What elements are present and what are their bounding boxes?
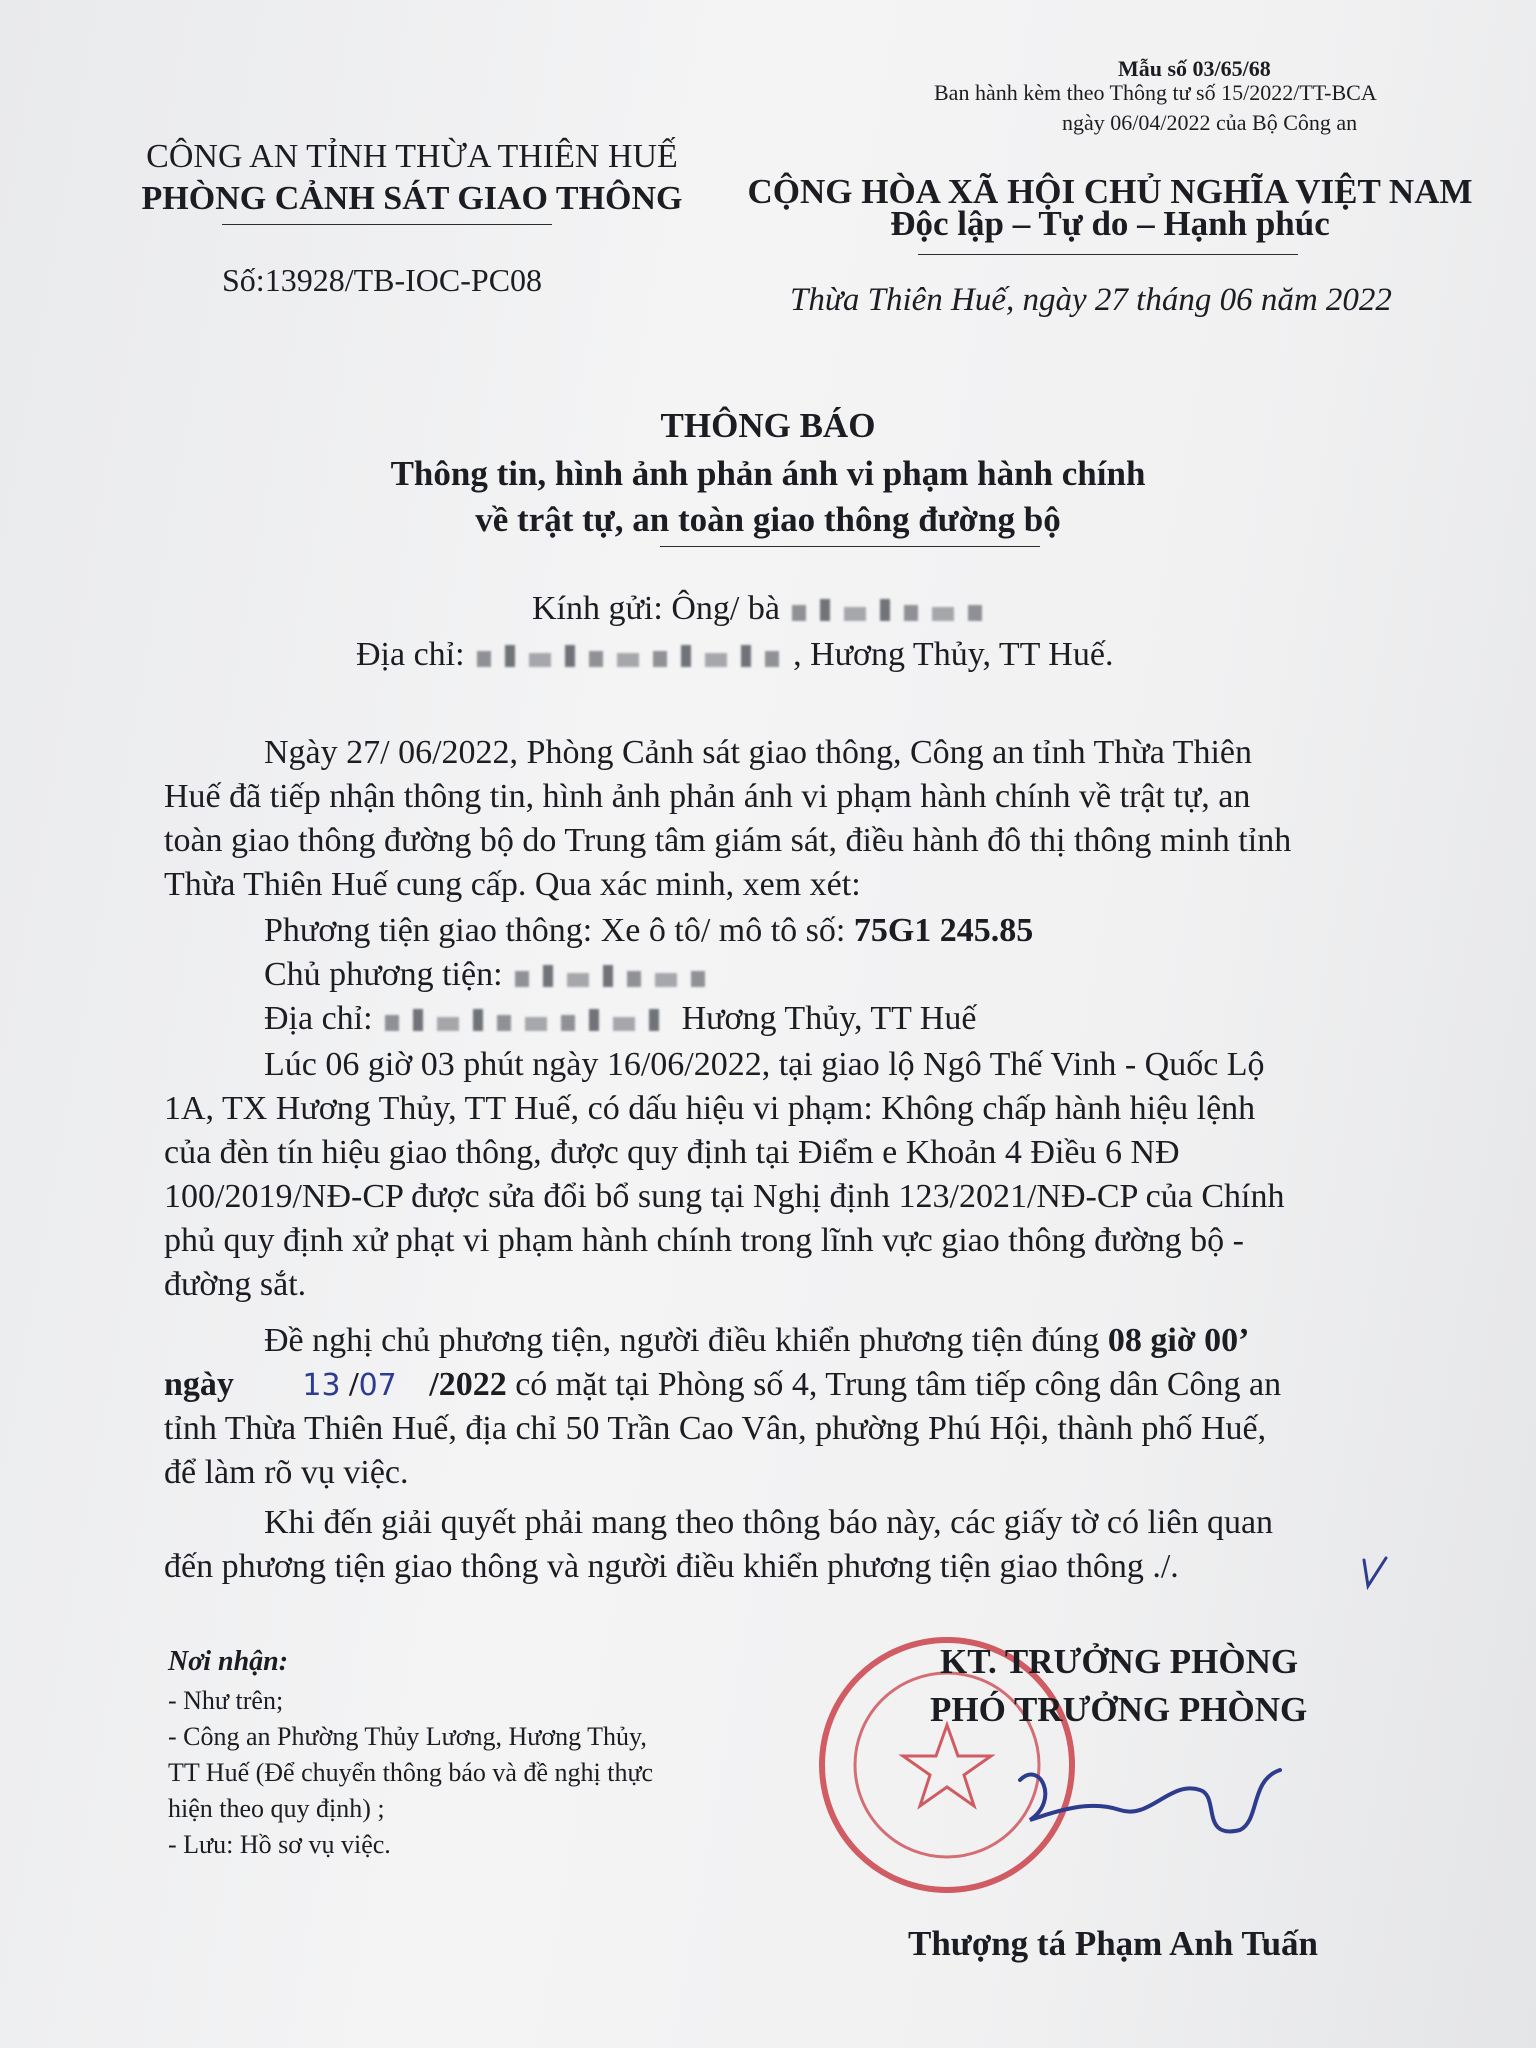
recipient-label: Kính gửi: Ông/ bà [532,590,780,627]
paragraph-3-line-3: tỉnh Thừa Thiên Huế, địa chỉ 50 Trần Cao Vân, phường Phú Hội, thành phố Huế, [164,1410,1267,1447]
document-subtitle-line-1: Thông tin, hình ảnh phản ánh vi phạm hành chính [390,454,1146,493]
recipient-address-label: Địa chỉ: [356,636,465,673]
recipients-line-2: - Công an Phường Thủy Lương, Hương Thủy, [168,1722,647,1751]
recipients-line-5: - Lưu: Hồ sơ vụ việc. [168,1830,391,1859]
signer-name: Thượng tá Phạm Anh Tuấn [908,1924,1319,1963]
owner-address-line [264,1000,976,1040]
vehicle-plate: 75G1 245.85 [853,912,1034,949]
paragraph-3-line-2: ngày 13 /07 /2022 có mặt tại Phòng số 4, Trung tâm tiếp công dân Công an [164,1366,1282,1403]
signature-title-1: KT. TRƯỞNG PHÒNG [940,1642,1299,1681]
title-underline [660,546,1040,547]
signature-title-2: PHÓ TRƯỞNG PHÒNG [930,1690,1308,1729]
issuing-department: PHÒNG CẢNH SÁT GIAO THÔNG [141,180,683,217]
appointment-day-label: ngày [164,1366,234,1403]
recipients-line-1: - Như trên; [168,1686,284,1715]
redacted-name [792,592,996,630]
redacted-address [477,638,793,676]
recipient-address-line [356,636,1113,676]
paragraph-1-line-2: Huế đã tiếp nhận thông tin, hình ảnh phản ánh vi phạm hành chính về trật tự, an [164,778,1251,815]
recipient-line [532,590,996,630]
handwritten-checkmark [1360,1552,1390,1592]
appointment-year: /2022 [429,1366,507,1403]
recipients-line-3: TT Huế (Để chuyển thông báo và đề nghị thực [168,1758,654,1787]
paragraph-1-line-3: toàn giao thông đường bộ do Trung tâm giám sát, điều hành đô thị thông minh tỉnh [164,822,1292,859]
document-title: THÔNG BÁO [660,406,876,445]
paragraph-3-line-4: để làm rõ vụ việc. [164,1454,409,1491]
owner-address-tail: Hương Thủy, TT Huế [681,1000,977,1037]
vehicle-line [264,912,1033,950]
owner-label: Chủ phương tiện: [264,956,503,993]
document-subtitle-line-2: về trật tự, an toàn giao thông đường bộ [475,500,1061,539]
form-issued-line-2: ngày 06/04/2022 của Bộ Công an [1062,110,1358,135]
recipients-line-4: hiện theo quy định) ; [168,1794,385,1823]
paragraph-3-text: Đề nghị chủ phương tiện, người điều khiển phương tiện đúng [264,1322,1100,1359]
motto-underline [918,254,1298,255]
paragraph-3-line-1 [264,1322,1250,1360]
paragraph-2-line-5: phủ quy định xử phạt vi phạm hành chính trong lĩnh vực giao thông đường bộ - [164,1222,1244,1259]
form-number: Mẫu số 03/65/68 [1118,56,1271,81]
paragraph-2-line-1: Lúc 06 giờ 03 phút ngày 16/06/2022, tại giao lộ Ngô Thế Vinh - Quốc Lộ [264,1046,1265,1083]
recipients-heading: Nơi nhận: [168,1646,289,1677]
handwritten-signature [1000,1740,1300,1880]
form-issued-line-1: Ban hành kèm theo Thông tư số 15/2022/TT-BCA [934,80,1377,105]
place-and-date: Thừa Thiên Huế, ngày 27 tháng 06 năm 2022 [790,282,1392,318]
paragraph-2-line-6: đường sắt. [164,1266,307,1303]
owner-address-label: Địa chỉ: [264,1000,373,1037]
handwritten-day: 13 [302,1368,341,1403]
paragraph-2-line-2: 1A, TX Hương Thủy, TT Huế, có dấu hiệu vi phạm: Không chấp hành hiệu lệnh [164,1090,1256,1127]
redacted-owner-address [385,1002,673,1040]
paragraph-2-line-4: 100/2019/NĐ-CP được sửa đổi bổ sung tại Nghị định 123/2021/NĐ-CP của Chính [164,1178,1285,1215]
appointment-place: có mặt tại Phòng số 4, Trung tâm tiếp công dân Công an [515,1366,1282,1403]
vehicle-label: Phương tiện giao thông: Xe ô tô/ mô tô số: [264,912,846,949]
nation-heading: CỘNG HÒA XÃ HỘI CHỦ NGHĨA VIỆT NAM [747,172,1473,211]
paragraph-4-line-1: Khi đến giải quyết phải mang theo thông báo này, các giấy tờ có liên quan [264,1504,1274,1541]
paragraph-1-line-4: Thừa Thiên Huế cung cấp. Qua xác minh, xem xét: [164,866,861,903]
issuing-agency: CÔNG AN TỈNH THỪA THIÊN HUẾ [146,138,678,175]
paragraph-1-line-1: Ngày 27/ 06/2022, Phòng Cảnh sát giao thông, Công an tỉnh Thừa Thiên [264,734,1252,771]
paragraph-2-line-3: của đèn tín hiệu giao thông, được quy định tại Điểm e Khoản 4 Điều 6 NĐ [164,1134,1180,1171]
paragraph-4-line-2: đến phương tiện giao thông và người điều khiển phương tiện giao thông ./. [164,1548,1179,1585]
national-motto: Độc lập – Tự do – Hạnh phúc [890,204,1330,243]
redacted-owner [515,958,719,996]
recipient-address-tail: , Hương Thủy, TT Huế. [793,636,1114,673]
reference-number: Số:13928/TB-IOC-PC08 [222,262,543,298]
appointment-time: 08 giờ 00’ [1107,1322,1250,1359]
owner-line [264,956,719,996]
handwritten-month: 07 [358,1368,397,1403]
department-underline [222,224,552,225]
